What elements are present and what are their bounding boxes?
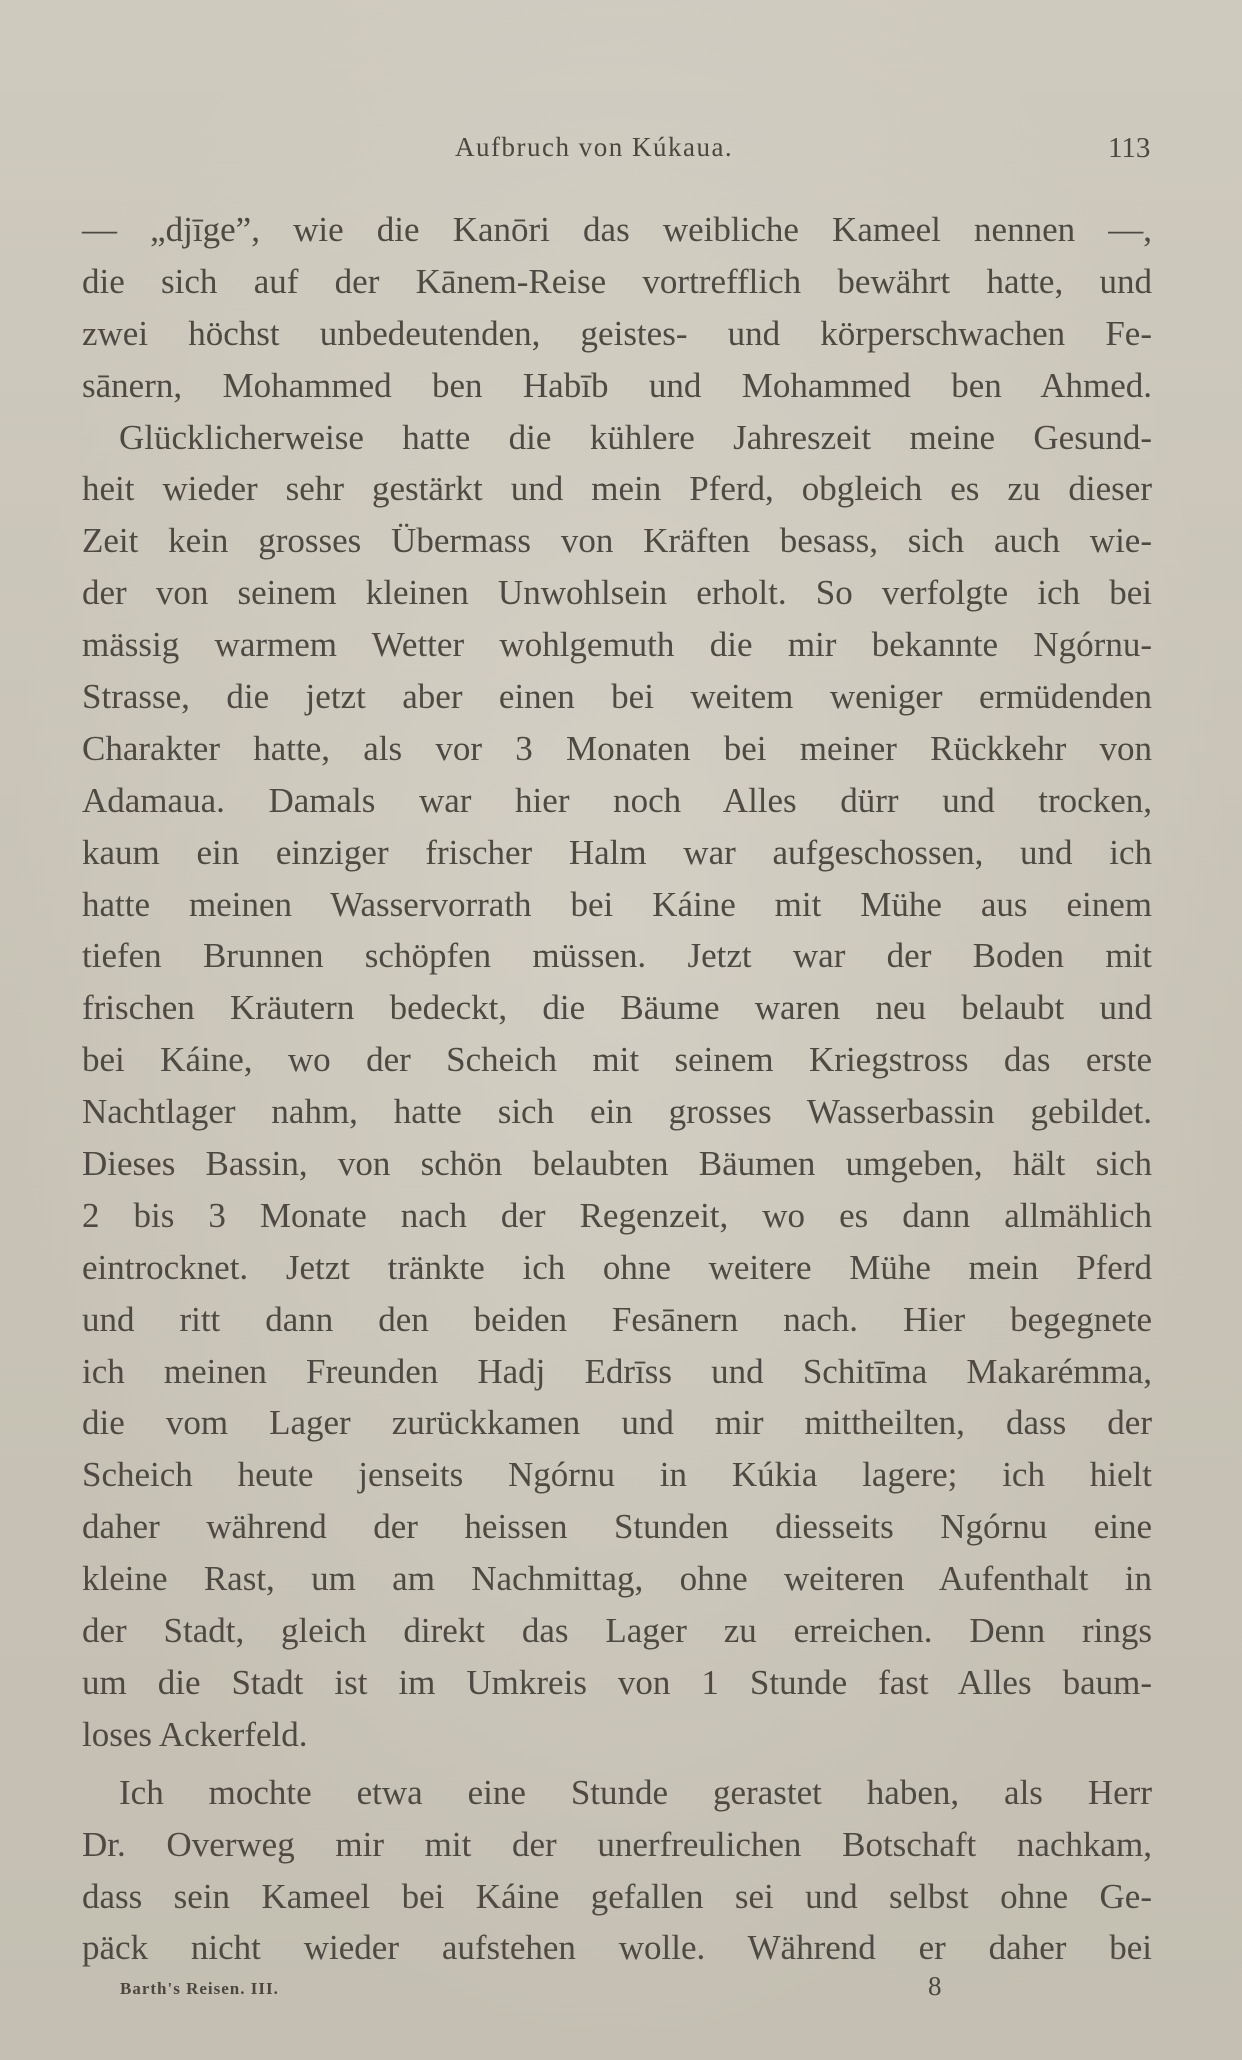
text-line: päck nicht wieder aufstehen wolle. Während er daher bei <box>82 1928 1152 1968</box>
printer-signature: Barth's Reisen. III. <box>120 1979 279 1998</box>
text-line: der von seinem kleinen Unwohlsein erholt. So verfolgte ich bei <box>82 573 1152 613</box>
text-line: Adamaua. Damals war hier noch Alles dürr und trocken, <box>82 780 1152 820</box>
text-line: — „djīge”, wie die Kanōri das weibliche Kameel nennen —, <box>82 210 1152 249</box>
text-line: Strasse, die jetzt aber einen bei weitem weniger ermüdenden <box>82 677 1152 717</box>
page-footer <box>0 1971 1242 2005</box>
text-line: 2 bis 3 Monate nach der Regenzeit, wo es dann allmählich <box>82 1195 1152 1235</box>
text-line: hatte meinen Wasservorrath bei Káine mit Mühe aus einem <box>82 884 1152 924</box>
text-line: tiefen Brunnen schöpfen müssen. Jetzt war der Boden mit <box>82 936 1152 976</box>
text-line: Dr. Overweg mir mit der unerfreulichen Botschaft nachkam, <box>82 1824 1152 1864</box>
text-line: frischen Kräutern bedeckt, die Bäume waren neu belaubt und <box>82 988 1152 1028</box>
page-header <box>0 132 1242 172</box>
text-line: Ich mochte etwa eine Stunde gerastet haben, als Herr <box>119 1772 1152 1812</box>
text-line: kaum ein einziger frischer Halm war aufgeschossen, und ich <box>82 832 1152 872</box>
text-line: eintrocknet. Jetzt tränkte ich ohne weitere Mühe mein Pferd <box>82 1247 1152 1287</box>
text-line: daher während der heissen Stunden diesseits Ngórnu eine <box>82 1507 1152 1547</box>
text-line: Zeit kein grosses Übermass von Kräften besass, sich auch wie- <box>82 521 1152 561</box>
text-line: zwei höchst unbedeutenden, geistes- und körperschwachen Fe- <box>82 313 1152 353</box>
running-title: Aufbruch von Kúkaua. <box>455 132 734 162</box>
signature-number: 8 <box>928 1971 942 2001</box>
text-line: ich meinen Freunden Hadj Edrīss und Schitīma Makarémma, <box>82 1351 1152 1391</box>
text-line: mässig warmem Wetter wohlgemuth die mir bekannte Ngórnu- <box>82 625 1152 665</box>
text-line: loses Ackerfeld. <box>82 1714 308 1754</box>
text-line: die sich auf der Kānem-Reise vortrefflich bewährt hatte, und <box>82 261 1152 301</box>
text-line: bei Káine, wo der Scheich mit seinem Kriegstross das erste <box>82 1040 1152 1080</box>
text-line: heit wieder sehr gestärkt und mein Pferd, obgleich es zu dieser <box>82 469 1152 509</box>
text-line: sānern, Mohammed ben Habīb und Mohammed ben Ahmed. <box>82 365 1152 405</box>
body-text <box>82 204 1152 1974</box>
page-number: 113 <box>1108 132 1151 164</box>
text-line: Scheich heute jenseits Ngórnu in Kúkia lagere; ich hielt <box>82 1455 1152 1495</box>
text-line: Nachtlager nahm, hatte sich ein grosses Wasserbassin gebildet. <box>82 1092 1152 1132</box>
text-line: Charakter hatte, als vor 3 Monaten bei meiner Rückkehr von <box>82 728 1152 768</box>
text-line: dass sein Kameel bei Káine gefallen sei und selbst ohne Ge- <box>82 1876 1152 1916</box>
text-line: Glücklicherweise hatte die kühlere Jahreszeit meine Gesund- <box>119 417 1152 457</box>
text-line: und ritt dann den beiden Fesānern nach. Hier begegnete <box>82 1299 1152 1339</box>
text-line: Dieses Bassin, von schön belaubten Bäumen umgeben, hält sich <box>82 1144 1152 1184</box>
text-line: die vom Lager zurückkamen und mir mittheilten, dass der <box>82 1403 1152 1443</box>
text-line: der Stadt, gleich direkt das Lager zu erreichen. Denn rings <box>82 1611 1152 1651</box>
text-line: um die Stadt ist im Umkreis von 1 Stunde fast Alles baum- <box>82 1662 1152 1702</box>
text-line: kleine Rast, um am Nachmittag, ohne weiteren Aufenthalt in <box>82 1559 1152 1599</box>
